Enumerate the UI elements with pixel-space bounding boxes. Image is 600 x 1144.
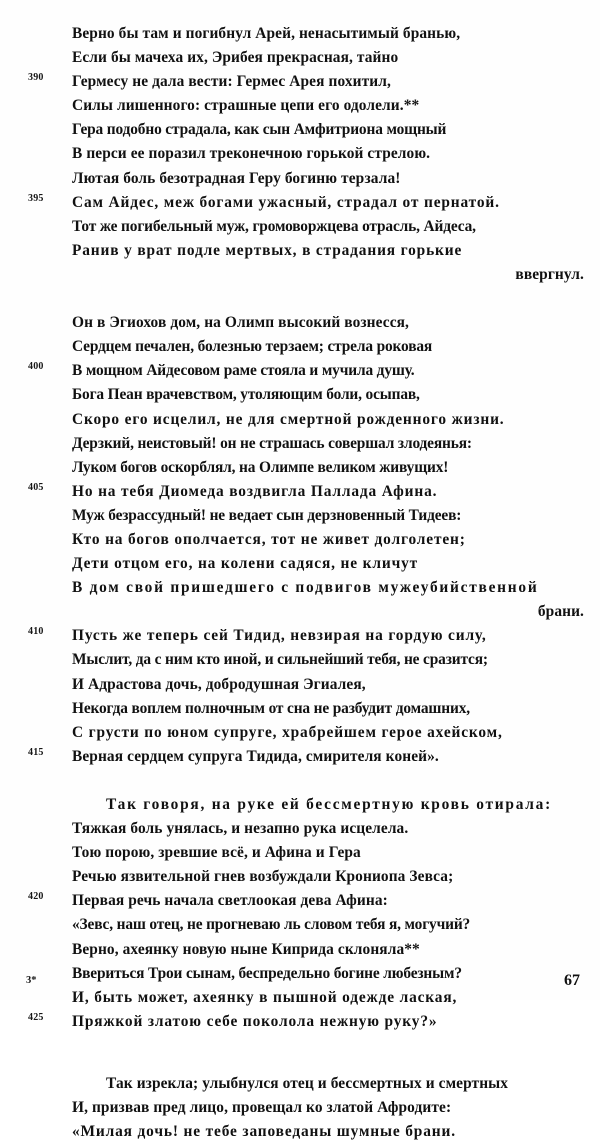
verse-text: И, быть может, ахеянку в пышной одежде лаская, (72, 988, 458, 1006)
verse-row (0, 913, 600, 937)
verse-text: С грусти по юном супруге, храбрейшем герое ахейском, (72, 723, 503, 741)
verse-text: Если бы мачеха их, Эрибея прекрасная, тайно (72, 49, 399, 67)
page-footer (0, 964, 600, 989)
line-number: 400 (28, 361, 44, 373)
verse-text: Кто на богов ополчается, тот не живет долголетен; (72, 530, 466, 548)
verse-text: Луком богов оскорблял, на Олимпе великом живущих! (72, 458, 449, 476)
verse-row (0, 721, 600, 745)
verse-row (0, 167, 600, 191)
verse-text: И, призвав пред лицо, провещал ко златой Афродите: (72, 1099, 452, 1117)
verse-row (0, 673, 600, 697)
stanza-break (0, 1034, 600, 1058)
verse-row (0, 576, 600, 600)
verse-text: Речью язвительной гнев возбуждали Крониопа Зевса; (72, 868, 454, 886)
verse-row (0, 624, 600, 648)
verse-text: Ранив у врат подле мертвых, в страдания горькие (72, 241, 463, 259)
verse-row (0, 480, 600, 504)
verse-text: Пусть же теперь сей Тидид, невзирая на гордую силу, (72, 627, 487, 645)
verse-text: Бога Пеан врачевством, утоляющим боли, осыпав, (72, 386, 420, 404)
verse-text: Гера подобно страдала, как сын Амфитриона мощный (72, 121, 447, 139)
verse-row (0, 841, 600, 865)
verse-row (0, 142, 600, 166)
verse-text: В перси ее поразил треконечною горькой стрелою. (72, 145, 431, 163)
verse-text: Силы лишенного: страшные цепи его одолели.** (72, 97, 420, 115)
verse-row (0, 817, 600, 841)
verse-row (0, 239, 600, 263)
verse-text: «Милая дочь! не тебе заповеданы шумные брани. (72, 1123, 456, 1141)
verse-row (0, 383, 600, 407)
line-number: 395 (28, 192, 44, 204)
verse-text: В мощном Айдесовом раме стояла и мучила душу. (72, 362, 415, 380)
verse-text: Так изрекла; улыбнулся отец и бессмертных и смертных (106, 1075, 509, 1093)
verse-text: Верно бы там и погибнул Арей, ненасытимый бранью, (72, 25, 461, 42)
verse-row (0, 865, 600, 889)
verse-row (0, 215, 600, 239)
verse-text: Тот же погибельный муж, громоворжцева отрасль, Айдеса, (72, 217, 476, 235)
verse-row (0, 70, 600, 94)
verse-text: Ввериться Трои сынам, беспредельно богине любезным? (72, 964, 462, 982)
line-number: 425 (28, 1011, 44, 1023)
verse-row (0, 1096, 600, 1120)
line-number: 405 (28, 481, 44, 493)
verse-text: Тяжкая боль унялась, и незапно рука исцелела. (72, 820, 409, 838)
verse-row (0, 938, 600, 962)
verse-text: Верно, ахеянку новую ныне Киприда склоняла** (72, 940, 420, 958)
verse-row (0, 745, 600, 769)
verse-row (0, 335, 600, 359)
verse-row (0, 552, 600, 576)
verse-text: Сам Айдес, меж богами ужасный, страдал от пернатой. (72, 193, 500, 211)
verse-row-runover (0, 263, 600, 287)
verse-text-runover: брани. (537, 603, 584, 621)
verse-text: Некогда воплем полночным от сна не разбудит домашних, (72, 699, 470, 717)
verse-text: Лютая боль безотрадная Геру богиню терзала! (72, 169, 401, 187)
verse-text: Верная сердцем супруга Тидида, смирителя коней». (72, 747, 439, 765)
verse-text: Так говоря, на руке ей бессмертную кровь отирала: (106, 796, 552, 813)
verse-text: Он в Эгиохов дом, на Олимп высокий вознесся, (72, 314, 409, 332)
verse-text: Мыслит, да с ним кто иной, и сильнейший тебя, не сразится; (72, 651, 488, 669)
stanza-break (0, 769, 600, 793)
verse-row (0, 359, 600, 383)
verse-row (0, 118, 600, 142)
verse-text: Муж безрассудный! не ведает сын дерзновенный Тидеев: (72, 506, 462, 524)
page-number: 67 (564, 972, 580, 989)
verse-text: Гермесу не дала вести: Гермес Арея похитил, (72, 73, 391, 91)
verse-row (0, 1072, 600, 1096)
line-number: 390 (28, 72, 44, 84)
verse-text: В дом свой пришедшего с подвигов мужеубийственной (72, 579, 539, 597)
verse-text: Дети отцом его, на колени садяся, не кличут (72, 555, 419, 573)
line-number: 410 (28, 626, 44, 638)
verse-row (0, 1010, 600, 1034)
verse-text: И Адрастова дочь, добродушная Эгиалея, (72, 675, 366, 693)
verse-row (0, 94, 600, 118)
verse-row (0, 432, 600, 456)
line-number: 420 (28, 891, 44, 903)
verse-text: Тою порою, зревшие всё, и Афина и Гера (72, 844, 361, 862)
verse-text: Сердцем печален, болезнью терзаем; стрела роковая (72, 338, 433, 356)
verse-text: Дерзкий, неистовый! он не страшась совершал злодеянья: (72, 434, 472, 452)
verse-row (0, 793, 600, 817)
verse-text: «Зевс, наш отец, не прогневаю ль словом тебя я, могучий? (72, 916, 471, 934)
stanza-break-extra (0, 1058, 600, 1072)
verse-row (0, 22, 600, 46)
verse-text: Пряжкой златою себе поколола нежную руку?» (72, 1012, 438, 1030)
verse-row (0, 1120, 600, 1144)
line-number: 415 (28, 746, 44, 758)
verse-row (0, 311, 600, 335)
verse-row (0, 889, 600, 913)
verse-row (0, 504, 600, 528)
verse-text: Первая речь начала светлоокая дева Афина: (72, 892, 388, 910)
stanza-break (0, 287, 600, 311)
verse-text: Скоро его исцелил, не для смертной рожденного жизни. (72, 410, 505, 428)
verse-row (0, 697, 600, 721)
verse-row (0, 408, 600, 432)
verse-text-runover: ввергнул. (515, 265, 584, 283)
signature-mark: 3* (26, 975, 37, 986)
verse-row-runover (0, 600, 600, 624)
verse-row (0, 46, 600, 70)
verse-row (0, 456, 600, 480)
verse-row (0, 528, 600, 552)
verse-row (0, 986, 600, 1010)
verse-row (0, 191, 600, 215)
verse-text: Но на тебя Диомеда воздвигла Паллада Афина. (72, 482, 438, 500)
verse-row (0, 648, 600, 672)
